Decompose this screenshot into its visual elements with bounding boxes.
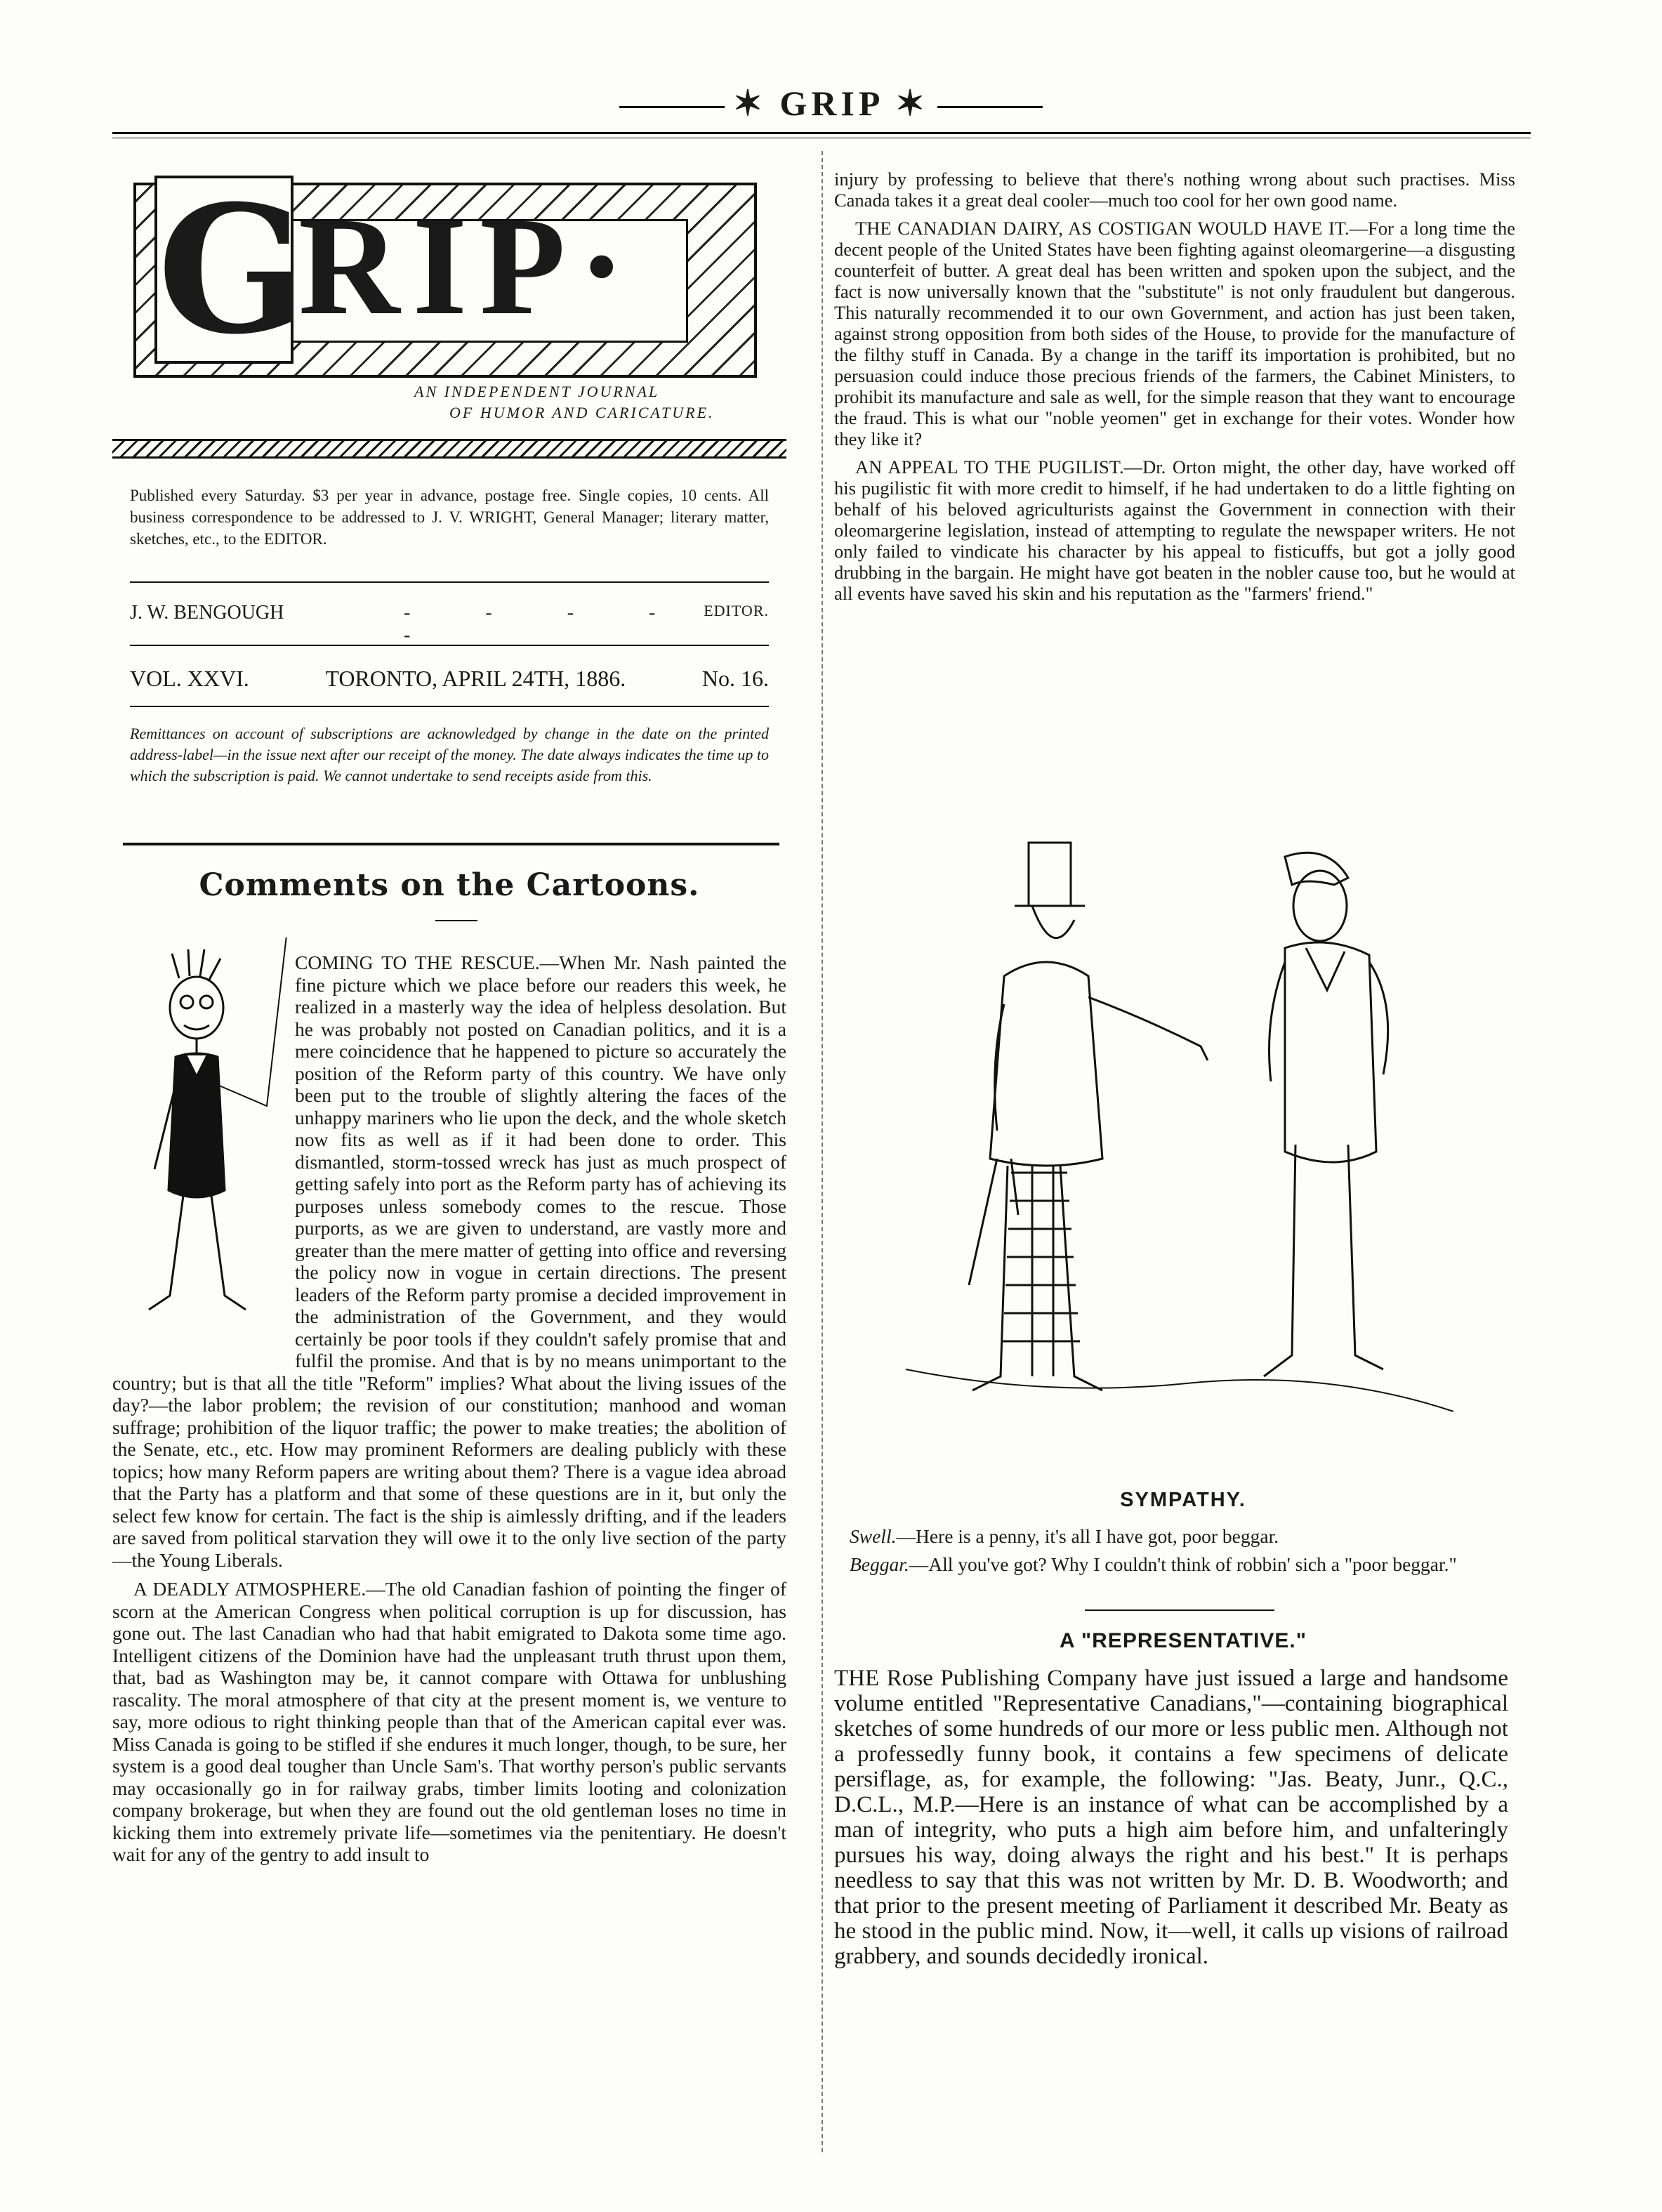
head-rule-left	[619, 106, 725, 108]
caption-rule	[1085, 1609, 1274, 1611]
editor-dots: - - - - -	[404, 602, 691, 646]
left-column-text	[112, 952, 786, 2159]
remittance-note: Remittances on account of subscriptions are acknowledged by change in the date on the printed address-label—in the issue next after our receipt of the money. The date always indicates the time up to which the subscription is paid. We cannot undertake to send receipts aside from this.	[130, 725, 769, 784]
masthead-initial: G	[154, 176, 294, 364]
top-rule	[112, 132, 1531, 134]
pugilist-text: —Dr. Orton might, the other day, have worked off his pugilistic fit with more credit to himself, if he had undertaken to do a little fighting on behalf of his beloved agriculturists against the Government in connection with their oleomargerine legislation, instead of attempting to regulate the newspaper writers. He not only failed to vindicate his character by his appeal to fisticuffs, but got a jolly good drubbing in the bargain. He might have got beaten in the nobler cause too, but he would at all events have saved his skin and his reputation as the "farmers' friend."	[834, 456, 1515, 604]
representative-heading: A "REPRESENTATIVE."	[1060, 1629, 1307, 1652]
masthead	[112, 166, 786, 449]
sympathy-cartoon	[892, 836, 1468, 1468]
right-column-text	[834, 169, 1515, 611]
rescue-text: —When Mr. Nash painted the fine picture which we place before our readers this week, he realized in a masterly way the idea of helpless desolation. But he was probably not posted on Canadian politics, and it is a mere coincidence that he happened to picture so accurately the position of the Reform party of this country. We have only been put to the trouble of slightly altering the faces of the unhappy mariners who lie upon the deck, and the whole sketch now fits as well as if it had been done to order. This dismantled, storm-tossed wreck has just as much prospect of getting safely into port as the Reform party has of achieving its purposes unless somebody comes to the rescue. Those purports, as we are given to understand, are vastly more and greater than the mere matter of getting into office and reversing the policy now in vogue in certain directions. The present leaders of the Reform party promise a decided improvement in the administration of the Government, and they would certainly be poor tools if they couldn't safely promise that and fulfil the promise. And that is by no means unimportant to the country; but is that all the title "Reform" implies? What about the living issues of the day?—the labor problem; the revision of our constitution; manhood and woman suffrage; prohibition of the liquor traffic; the power to make treaties; the abolition of the Senate, etc., etc. How may prominent Reformers are dealing publicly with these topics; how many Reform papers are writing about them? There is a vague idea abroad that the Party has a platform and that some of these questions are in it, but only the select few know for certain. The fact is the ship is aimlessly drifting, and if the leaders are saved from political starvation they will owe it to the only live section of the party—the Young Liberals.	[112, 952, 787, 1571]
rule-3	[130, 706, 769, 707]
pugilist-lead: AN APPEAL TO THE PUGILIST.	[855, 456, 1124, 478]
dairy-lead: THE CANADIAN DAIRY, AS COSTIGAN WOULD HAVE IT.	[855, 218, 1350, 239]
masthead-subtitle-2: OF HUMOR AND CARICATURE.	[449, 404, 715, 421]
cartoon-text-1: —Here is a penny, it's all I have got, poor beggar.	[896, 1525, 1279, 1547]
cartoon-line-2	[850, 1553, 1524, 1575]
atmosphere-text: —The old Canadian fashion of pointing the finger of scorn at the American Congress when political corruption is up for discussion, has gone out. The last Canadian who had that habit emigrated to Dakota some time ago. Intelligent citizens of the Dominion have had the unpleasant truth thrust upon them, that, bad as Washington may be, it cannot compare with Ottawa for unblushing rascality. The moral atmosphere of that city at the present moment is, we venture to say, more odious to right thinking people than that of the American capital ever was. Miss Canada is going to be stifled if she endures it much longer, though, to be sure, her system is a good deal tougher than Uncle Sam's. That worthy person's public servants may occasionally go in for railway grabs, timber limits looting and colonization company brokerage, but when they are found out the old gentleman loses no time in kicking them into extremely private life—sometimes via the penitentiary. He doesn't wait for any of the gentry to add insult to	[112, 1578, 786, 1865]
masthead-title: RIP·	[298, 189, 638, 344]
dairy-text: —For a long time the decent people of the United States have been fighting against oleomargerine—a disgusting counterfeit of butter. A great deal has been written and spoken upon the subject, and the fact is now universally known that the "substitute" is not only fraudulent but dangerous. This naturally recommended it to our own Government, and action has just been taken, against strong opposition from both sides of the House, to provide for the manufacture of the filthy stuff in Canada. By a change in the tariff its importation is prohibited, but no persuasion could induce those precious friends of the farmers, the Cabinet Ministers, to prohibit its manufacture and sale as well, for the simple reason that they want to encourage the fraud. This is what our "noble yeomen" get in exchange for their votes. Wonder how they like it?	[834, 218, 1515, 449]
running-head-title: GRIP	[779, 84, 883, 123]
issue-number: No. 16.	[701, 666, 769, 691]
pugilist-paragraph	[834, 456, 1515, 604]
column-divider	[822, 151, 823, 2152]
rescue-lead: COMING TO THE RESCUE.	[295, 952, 540, 973]
head-rule-right	[937, 106, 1043, 108]
representative-text: THE Rose Publishing Company have just issued a large and handsome volume entitled "Representative Canadians,"—containing biographical sketches of some hundreds of our more or less public men. Although not a professedly funny book, it contains a few specimens of delicate persiflage, as, for example, the following: "Jas. Beaty, Junr., Q.C., D.C.L., M.P.—Here is an instance of what can be accomplished by a man of integrity, who puts a high aim before him, and unfalteringly pursues his way, doing always the right and his best." It is perhaps needless to say that this was not written by Mr. D. B. Woodworth; and that prior to the present meeting of Parliament it described Mr. Beaty as he stood in the public mind. Now, it—well, it calls up visions of railroad grabbery, and sounds decidedly ironical.	[834, 1666, 1508, 1969]
dairy-paragraph	[834, 218, 1515, 449]
rule-2	[130, 645, 769, 646]
comments-heading: Comments on the Cartoons.	[199, 867, 700, 903]
editor-line	[130, 602, 769, 646]
masthead-subtitle-1: AN INDEPENDENT JOURNAL	[414, 383, 660, 400]
rule-heavy	[123, 843, 779, 845]
issue-line	[130, 666, 769, 692]
atmosphere-lead: A DEADLY ATMOSPHERE.	[133, 1578, 367, 1600]
publication-info: Published every Saturday. $3 per year in advance, postage free. Single copies, 10 cents. All business correspondence to be addressed to J. V. WRIGHT, General Manager; literary matter, sketches, etc., to the EDITOR.	[130, 487, 769, 548]
atmosphere-paragraph	[112, 1578, 786, 1866]
masthead-title-rest: RIP	[298, 189, 579, 344]
figure-spacer	[112, 952, 295, 1366]
cartoon-text-2: —All you've got? Why I couldn't think of robbin' sich a "poor beggar."	[909, 1553, 1457, 1575]
issue-date: TORONTO, APRIL 24TH, 1886.	[325, 666, 626, 691]
editor-name: J. W. BENGOUGH	[130, 602, 284, 624]
running-head: ✶ GRIP ✶	[0, 83, 1662, 124]
cartoon-speaker-1: Swell.	[850, 1525, 897, 1547]
masthead-band	[112, 439, 786, 459]
cartoon-title: SYMPATHY.	[1120, 1489, 1246, 1511]
issue-volume: VOL. XXVI.	[130, 666, 249, 691]
cartoon-line-1	[850, 1525, 1524, 1547]
editor-role: EDITOR.	[704, 602, 769, 619]
heading-rule	[435, 920, 477, 921]
injury-paragraph: injury by professing to believe that there's nothing wrong about such practises. Miss Canada takes it a great deal cooler—much too cool for her own good name.	[834, 169, 1515, 211]
cartoon-speaker-2: Beggar.	[850, 1553, 909, 1575]
rule-1	[130, 581, 769, 583]
